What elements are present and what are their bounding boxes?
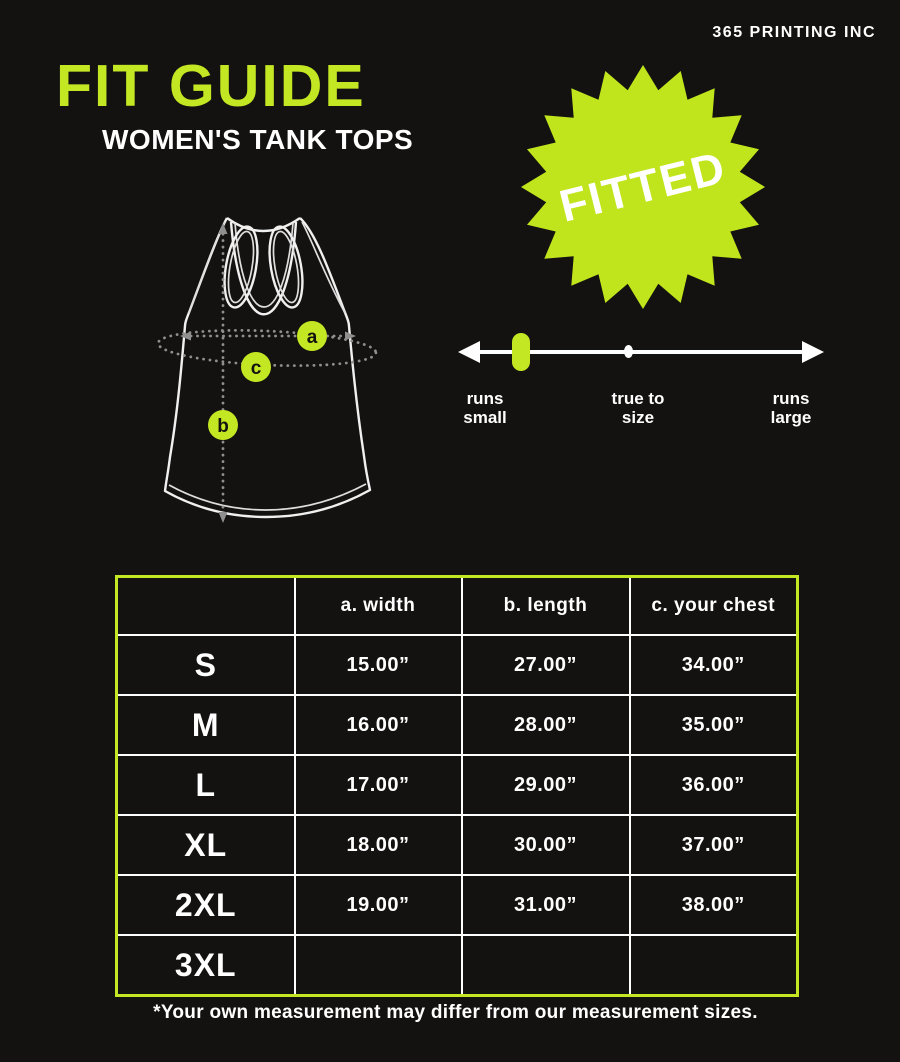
svg-text:b: b <box>217 416 229 437</box>
table-row <box>117 815 798 875</box>
width-cell: 17.00” <box>295 755 462 815</box>
length-cell <box>462 935 630 996</box>
column-header-chest: c. your chest <box>630 577 798 636</box>
table-row <box>117 635 798 695</box>
width-cell: 15.00” <box>295 635 462 695</box>
size-cell: S <box>117 635 295 695</box>
length-cell: 29.00” <box>462 755 630 815</box>
scale-label-runs-small: runs small <box>463 389 507 427</box>
width-cell: 16.00” <box>295 695 462 755</box>
measure-marker-c <box>241 352 271 382</box>
chest-cell: 34.00” <box>630 635 798 695</box>
size-cell: M <box>117 695 295 755</box>
width-cell: 19.00” <box>295 875 462 935</box>
left-arrow-icon <box>458 341 480 363</box>
scale-center-dot <box>624 345 633 358</box>
width-cell: 18.00” <box>295 815 462 875</box>
length-cell: 30.00” <box>462 815 630 875</box>
table-row <box>117 935 798 996</box>
chest-cell: 38.00” <box>630 875 798 935</box>
width-measure-line <box>180 332 356 341</box>
size-cell: 2XL <box>117 875 295 935</box>
length-cell: 27.00” <box>462 635 630 695</box>
size-cell: XL <box>117 815 295 875</box>
fit-scale <box>458 328 824 438</box>
width-cell <box>295 935 462 996</box>
scale-marker <box>512 333 530 371</box>
scale-label-true-to-size: true to size <box>611 389 665 427</box>
header-row <box>117 577 798 636</box>
size-chart-table <box>115 575 799 997</box>
footnote: *Your own measurement may differ from our measurement sizes. <box>153 1002 758 1023</box>
measure-marker-a <box>297 321 327 351</box>
svg-text:c: c <box>250 358 262 379</box>
tank-diagram <box>145 210 395 525</box>
chest-cell <box>630 935 798 996</box>
table-row <box>117 695 798 755</box>
size-cell: L <box>117 755 295 815</box>
brand-text: 365 PRINTING INC <box>712 24 876 41</box>
chest-cell: 37.00” <box>630 815 798 875</box>
chest-cell: 35.00” <box>630 695 798 755</box>
size-cell: 3XL <box>117 935 295 996</box>
length-cell: 28.00” <box>462 695 630 755</box>
length-cell: 31.00” <box>462 875 630 935</box>
scale-label-runs-large: runs large <box>770 389 812 427</box>
badge-label: FITTED <box>554 141 732 232</box>
column-header-blank <box>117 577 295 636</box>
measure-marker-b <box>208 410 238 440</box>
column-header-width: a. width <box>295 577 462 636</box>
chest-cell: 36.00” <box>630 755 798 815</box>
fitted-badge <box>521 62 765 312</box>
svg-text:a: a <box>306 327 318 348</box>
page-subtitle: WOMEN'S TANK TOPS <box>102 124 414 155</box>
column-header-length: b. length <box>462 577 630 636</box>
page-title: FIT GUIDE <box>56 53 366 119</box>
right-arrow-icon <box>802 341 824 363</box>
table-row <box>117 755 798 815</box>
table-row <box>117 875 798 935</box>
